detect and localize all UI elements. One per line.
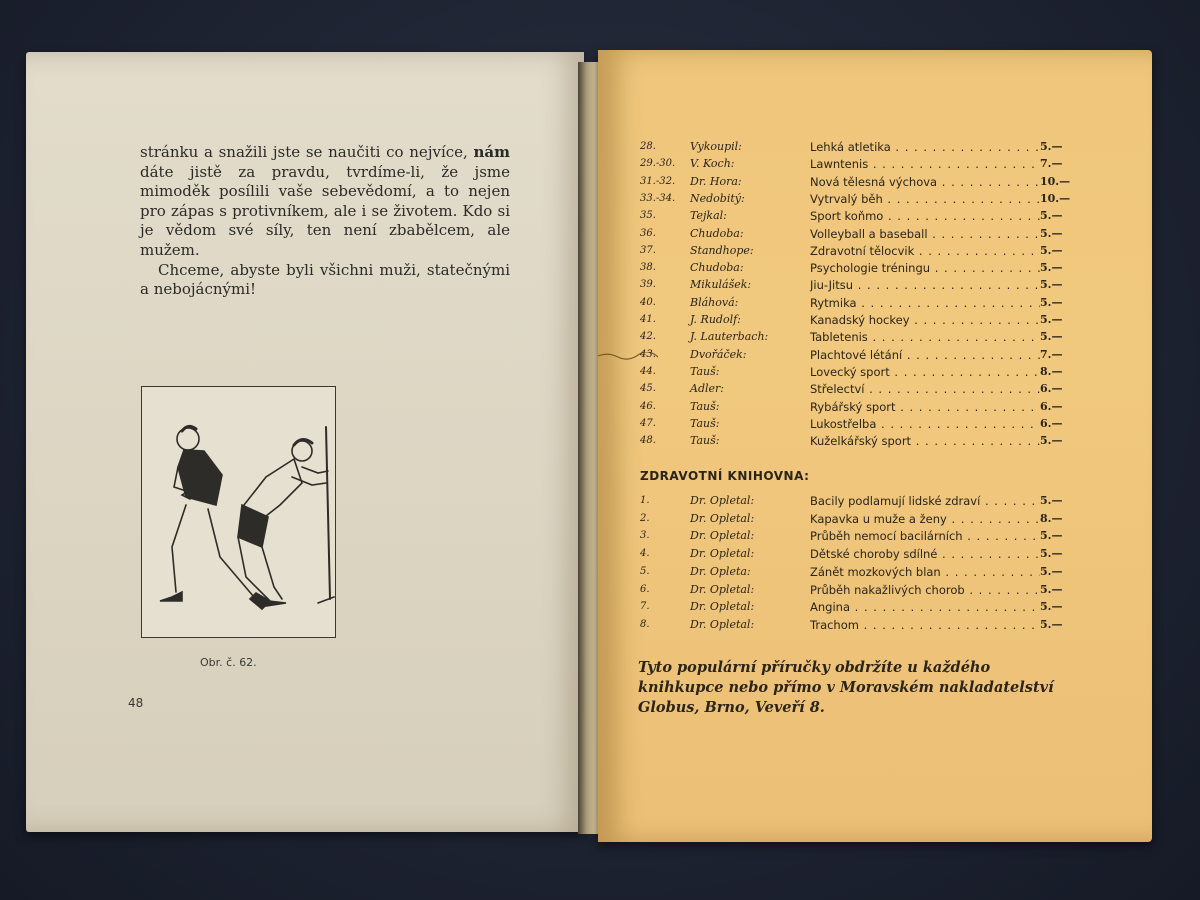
item-title: Jiu-Jitsu . . .	[810, 278, 1040, 292]
item-price: 5.—	[1040, 295, 1063, 309]
item-title: Vytrvalý běh . . .	[810, 192, 1040, 206]
item-number: 4.	[640, 548, 650, 560]
item-author: Dvořáček:	[690, 347, 747, 361]
item-author: Vykoupil:	[690, 140, 742, 153]
item-price: 6.—	[1040, 416, 1063, 430]
item-number: 48.	[640, 435, 656, 447]
item-author: Mikulášek:	[690, 278, 752, 292]
item-number: 47.	[640, 417, 656, 429]
item-author: Chudoba:	[690, 261, 744, 275]
item-price: 10.—	[1040, 191, 1071, 205]
catalog-row	[640, 261, 1080, 278]
item-author: Dr. Opletal:	[690, 529, 755, 543]
item-title: Průběh nemocí bacilárních . . .	[810, 529, 1040, 543]
item-title: Průběh nakažlivých chorob . . .	[810, 583, 1040, 597]
catalog-row	[640, 175, 1080, 192]
wrestling-illustration	[141, 386, 336, 638]
item-number: 45.	[640, 383, 656, 395]
item-number: 5.	[640, 565, 650, 577]
item-price: 5.—	[1040, 140, 1063, 153]
item-author: Dr. Opletal:	[690, 600, 755, 614]
item-number: 31.-32.	[640, 175, 676, 187]
item-author: Tejkal:	[690, 209, 727, 223]
item-price: 7.—	[1040, 157, 1063, 171]
ordering-note: Tyto populární příručky obdržíte u každého knihkupce nebo přímo v Moravském nakladatelství Globus, Brno, Veveří 8.	[638, 659, 1054, 716]
item-title: Kanadský hockey . . .	[810, 313, 1040, 327]
item-number: 7.	[640, 601, 650, 613]
item-price: 5.—	[1040, 330, 1063, 344]
item-author: Dr. Opletal:	[690, 494, 755, 507]
paragraph-1	[140, 143, 510, 261]
catalog-row	[640, 313, 1080, 330]
item-author: Nedobitý:	[690, 191, 745, 205]
catalog-row	[640, 382, 1080, 399]
item-number: 39.	[640, 279, 656, 291]
left-page-text	[140, 143, 510, 300]
catalog-row	[640, 434, 1080, 451]
figure-caption: Obr. č. 62.	[200, 656, 257, 669]
item-title: Rybářský sport . . .	[810, 400, 1040, 414]
health-library-row	[640, 565, 1080, 582]
item-title: Kuželkářský sport . . .	[810, 434, 1040, 448]
item-title: Lawntenis . . .	[810, 157, 1040, 171]
catalog-row	[640, 244, 1080, 261]
catalog-row	[640, 140, 1080, 157]
item-author: Standhope:	[690, 243, 754, 257]
item-author: Dr. Opletal:	[690, 582, 755, 596]
item-price: 5.—	[1040, 564, 1063, 578]
item-price: 6.—	[1040, 399, 1063, 413]
item-price: 5.—	[1040, 582, 1063, 596]
item-number: 37.	[640, 244, 656, 256]
item-number: 1.	[640, 495, 650, 506]
paragraph-2-text: Chceme, abyste byli všichni muži, statečnými a nebojácnými!	[140, 260, 510, 299]
item-title: Zánět mozkových blan . . .	[810, 565, 1040, 579]
item-price: 5.—	[1040, 547, 1063, 561]
item-author: Tauš:	[690, 399, 720, 413]
health-library-row	[640, 618, 1080, 635]
item-number: 46.	[640, 400, 656, 412]
health-library-row	[640, 494, 1080, 511]
item-title: Dětské choroby sdílné . . .	[810, 547, 1040, 561]
item-price: 6.—	[1040, 382, 1063, 396]
item-price: 5.—	[1040, 434, 1063, 448]
item-title: Bacily podlamují lidské zdraví . . .	[810, 494, 1040, 508]
paragraph-1-part-1: stránku a snažili jste se naučiti co nejvíce,	[140, 143, 474, 161]
catalog-row	[640, 348, 1080, 365]
catalog-row	[640, 400, 1080, 417]
item-number: 41.	[640, 314, 656, 325]
item-number: 8.	[640, 618, 650, 630]
item-price: 5.—	[1040, 617, 1063, 631]
item-author: Bláhová:	[690, 295, 739, 309]
item-author: Dr. Opleta:	[690, 564, 751, 578]
item-number: 35.	[640, 210, 656, 222]
item-title: Kapavka u muže a ženy . . .	[810, 512, 1040, 526]
page-number: 48	[128, 696, 144, 710]
item-title: Střelectví . . .	[810, 382, 1040, 396]
item-price: 5.—	[1040, 278, 1063, 292]
item-price: 5.—	[1040, 313, 1063, 326]
catalog-row	[640, 227, 1080, 244]
item-author: J. Lauterbach:	[690, 330, 769, 344]
item-number: 40.	[640, 296, 656, 308]
catalog-row	[640, 209, 1080, 226]
health-library-row	[640, 547, 1080, 564]
item-title: Sport koňmo . . .	[810, 209, 1040, 223]
item-number: 6.	[640, 583, 650, 595]
item-author: Dr. Opletal:	[690, 547, 755, 561]
item-price: 5.—	[1040, 243, 1063, 257]
paragraph-1-bold: nám	[473, 143, 510, 161]
item-number: 36.	[640, 227, 656, 239]
health-library-row	[640, 583, 1080, 600]
item-author: Tauš:	[690, 434, 720, 448]
catalog-row	[640, 278, 1080, 295]
catalog-row	[640, 157, 1080, 174]
item-number: 29.-30.	[640, 158, 676, 170]
item-title: Lehká atletika . . .	[810, 140, 1040, 154]
health-library-row	[640, 600, 1080, 617]
item-price: 5.—	[1040, 261, 1063, 275]
paragraph-1-part-2: dáte jistě za pravdu, tvrdíme-li, že jsme mimoděk posílili vaše sebevědomí, a to nejen pro zápas s protivníkem, ale i se životem. Kdo si je vědom své síly, ten není zbabělcem, ale mužem.	[140, 162, 510, 259]
item-number: 43.	[640, 348, 656, 360]
item-title: Plachtové létání . . .	[810, 348, 1040, 362]
item-price: 8.—	[1040, 364, 1063, 378]
item-title: Lukostřelba . . .	[810, 417, 1040, 431]
item-number: 38.	[640, 262, 656, 274]
catalog-row	[640, 417, 1080, 434]
item-price: 5.—	[1040, 529, 1063, 543]
health-library-row	[640, 529, 1080, 546]
catalog-row	[640, 192, 1080, 209]
item-number: 33.-34.	[640, 192, 676, 204]
item-number: 3.	[640, 530, 650, 542]
item-author: V. Koch:	[690, 157, 735, 171]
health-library-row	[640, 512, 1080, 529]
item-price: 5.—	[1040, 494, 1063, 507]
item-price: 5.—	[1040, 209, 1063, 223]
paragraph-2	[140, 261, 510, 300]
item-author: Dr. Hora:	[690, 174, 742, 188]
catalog-row	[640, 296, 1080, 313]
item-price: 7.—	[1040, 347, 1063, 361]
item-title: Psychologie tréningu . . .	[810, 261, 1040, 275]
item-author: Tauš:	[690, 416, 720, 430]
item-title: Zdravotní tělocvik . . .	[810, 244, 1040, 258]
item-title: Lovecký sport . . .	[810, 365, 1040, 379]
item-title: Angina . . .	[810, 600, 1040, 614]
item-number: 28.	[640, 141, 656, 152]
item-number: 2.	[640, 512, 650, 524]
item-author: Dr. Opletal:	[690, 511, 755, 525]
item-title: Trachom . . .	[810, 618, 1040, 632]
item-author: Chudoba:	[690, 226, 744, 240]
item-author: Tauš:	[690, 364, 720, 378]
item-price: 5.—	[1040, 600, 1063, 614]
item-author: Adler:	[690, 382, 724, 396]
item-number: 42.	[640, 331, 656, 343]
item-author: Dr. Opletal:	[690, 617, 755, 631]
item-price: 10.—	[1040, 174, 1071, 188]
item-price: 8.—	[1040, 511, 1063, 525]
item-author: J. Rudolf:	[690, 313, 741, 326]
item-title: Nová tělesná výchova . . .	[810, 175, 1040, 189]
item-title: Tabletenis . . .	[810, 330, 1040, 344]
item-title: Volleyball a baseball . . .	[810, 227, 1040, 241]
item-number: 44.	[640, 365, 656, 377]
item-title: Rytmika . . .	[810, 296, 1040, 310]
item-price: 5.—	[1040, 226, 1063, 240]
wrestlers-drawing	[142, 387, 335, 637]
catalog-row	[640, 330, 1080, 347]
health-library-heading: ZDRAVOTNÍ KNIHOVNA:	[640, 469, 810, 483]
catalog-row	[640, 365, 1080, 382]
